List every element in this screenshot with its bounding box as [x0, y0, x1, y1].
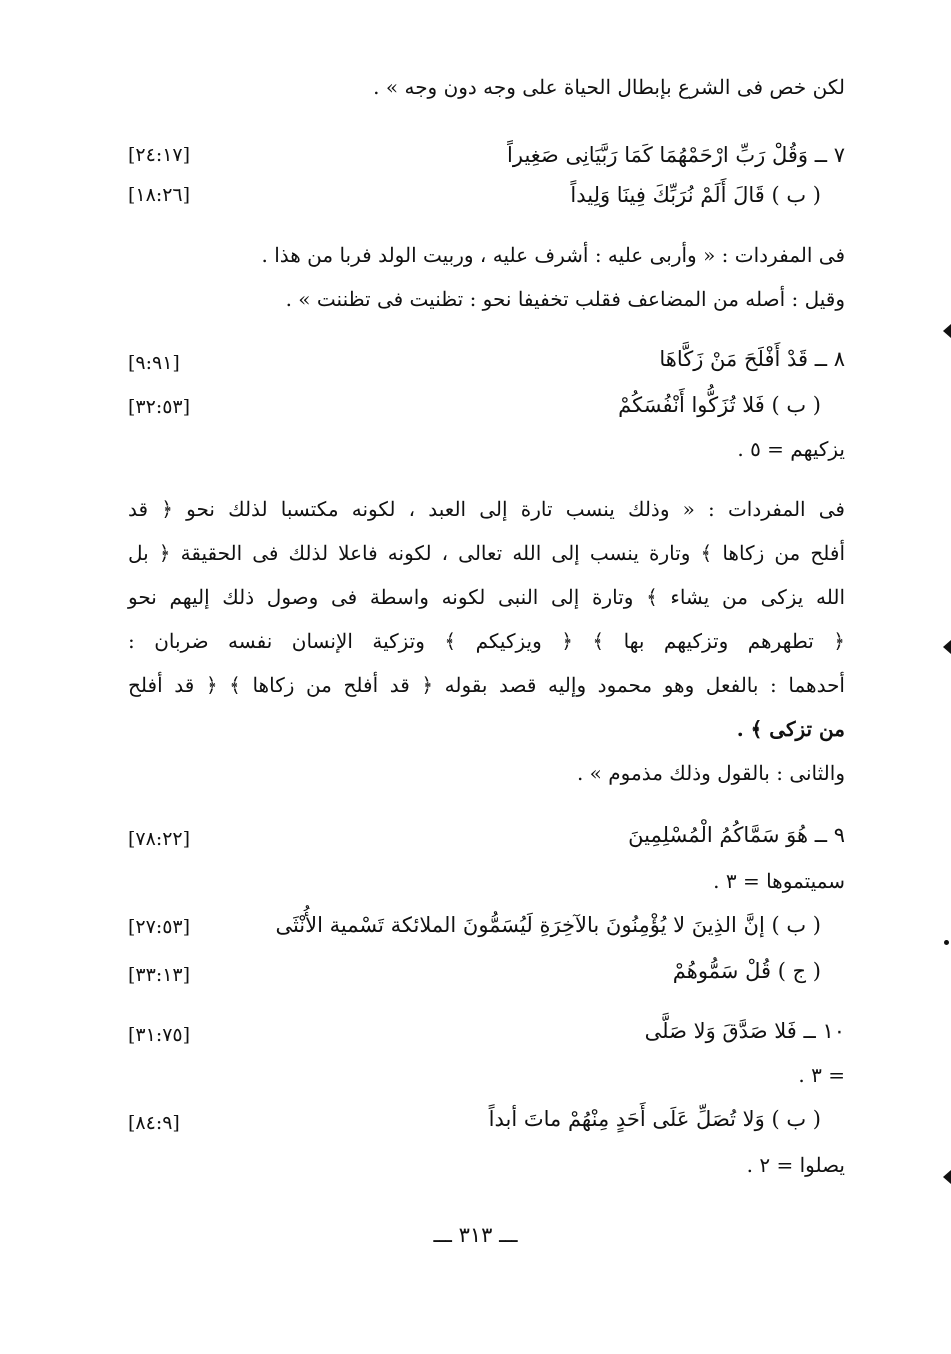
count-line-8: يزكيهم = ٥ .: [737, 437, 845, 461]
verse-9b: ( ب ) إنَّ الذِينَ لا يُؤْمِنُونَ بالآخِرَةِ لَيُسَمُّونَ الملائكة تَسْمية الأُنْثَى: [275, 913, 821, 937]
text-line-tazkiya-4: ﴿ تطهرهم وتزكيهم بها ﴾ ﴿ ويزكيكم ﴾ وتزكية الإنسان نفسه ضربان :: [128, 629, 845, 653]
text-line-tazkiya-1: فى المفردات : « وذلك ينسب تارة إلى العبد ، لكونه مكتسبا لذلك نحو ﴿ قد: [128, 497, 845, 521]
verse-8: ٨ ــ قَدْ أَفْلَحَ مَنْ زَكَّاهَا: [659, 347, 845, 371]
text-line-tazkiya-5: أحدهما : بالفعل وهو محمود وإليه قصد بقوله ﴿ قد أفلح من زكاها ﴾ ﴿ قد أفلح: [128, 673, 845, 697]
text-line-tazkiya-2: أفلح من زكاها ﴾ وتارة ينسب إلى الله تعالى ، لكونه فاعلا لذلك فى الحقيقة ﴿ بل: [128, 541, 845, 565]
verse-7: ٧ ــ وَقُلْ رَبِّ ارْحَمْهُمَا كَمَا رَبَّيَانِى صَغِيراً: [507, 143, 845, 167]
verse-10: ١٠ ــ فَلا صَدَّقَ وَلا صَلَّى: [644, 1019, 845, 1043]
count-line-10b: يصلوا = ٢ .: [746, 1153, 845, 1177]
reference-7: [٢٤:١٧]: [128, 144, 191, 166]
verse-9: ٩ ــ هُوَ سَمَّاكُمُ الْمُسْلِمِينَ: [628, 823, 845, 847]
margin-mark-icon: [943, 640, 951, 654]
text-line-mufradat-2: وقيل : أصله من المضاعف فقلب تخفيفا نحو : تظنيت فى تظننت » .: [285, 287, 845, 311]
reference-9b: [٢٧:٥٣]: [128, 916, 191, 938]
verse-10b: ( ب ) وَلا تُصَلِّ عَلَى أَحَدٍ مِنْهُمْ ماتَ أبداً: [488, 1107, 821, 1131]
count-line-9: سميتموها = ٣ .: [713, 869, 845, 893]
text-line-1: لكن خص فى الشرع بإبطال الحياة على وجه دون وجه » .: [373, 75, 845, 99]
text-line-tazkiya-3: الله يزكى من يشاء ﴾ وتارة إلى النبى لكونه واسطة فى وصول ذلك إليهم نحو: [128, 585, 845, 609]
text-line-mufradat-1: فى المفردات : « وأربى عليه : أشرف عليه ، وربيت الولد فربا من هذا .: [261, 243, 845, 267]
reference-8b: [٣٢:٥٣]: [128, 396, 191, 418]
reference-10b: [٨٤:٩]: [128, 1112, 180, 1134]
reference-9c: [٣٣:١٣]: [128, 964, 191, 986]
verse-9c: ( ج ) قُلْ سَمُّوهُمْ: [672, 959, 821, 983]
text-line-tazkiya-6: من تزكى ﴾ .: [736, 717, 845, 741]
page-number: ـــ ٣١٣ ـــ: [433, 1223, 518, 1247]
reference-8: [٩:٩١]: [128, 352, 180, 374]
reference-9: [٧٨:٢٢]: [128, 828, 191, 850]
reference-10: [٣١:٧٥]: [128, 1024, 191, 1046]
verse-7b: ( ب ) قَالَ أَلَمْ نُرَبِّكَ فِينَا وَلِيداً: [570, 183, 821, 207]
margin-mark-icon: [943, 324, 951, 338]
margin-mark-icon: [943, 1170, 951, 1184]
count-line-10: = ٣ .: [798, 1063, 845, 1087]
margin-dot-icon: [944, 940, 949, 945]
text-line-tazkiya-7: والثانى : بالقول وذلك مذموم » .: [576, 761, 845, 785]
verse-8b: ( ب ) فَلا تُزَكُّوا أَنْفُسَكُمْ: [618, 393, 821, 417]
reference-7b: [١٨:٢٦]: [128, 184, 191, 206]
